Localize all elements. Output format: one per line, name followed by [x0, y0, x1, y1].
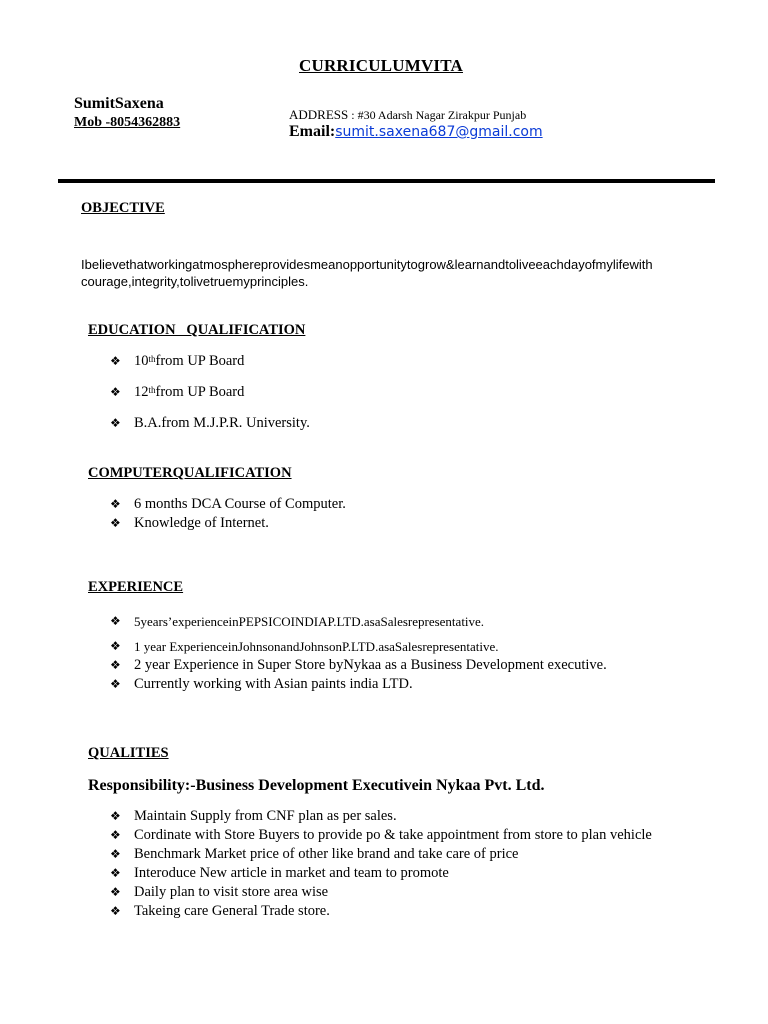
header-divider — [58, 179, 715, 183]
list-item: ❖ 10thfrom UP Board — [110, 353, 245, 369]
address-line — [289, 107, 526, 123]
diamond-bullet-icon: ❖ — [110, 885, 121, 899]
list-item: ❖ 5years’experienceinPEPSICOINDIAP.LTD.asaSalesrepresentative. — [110, 614, 485, 629]
list-item: ❖ 2 year Experience in Super Store byNykaa as a Business Development executive. — [110, 657, 607, 673]
diamond-bullet-icon: ❖ — [110, 614, 121, 628]
responsibility-list — [110, 807, 652, 921]
diamond-bullet-icon: ❖ — [110, 828, 121, 842]
qualities-heading: QUALITIES — [88, 745, 169, 761]
diamond-bullet-icon: ❖ — [110, 809, 121, 823]
diamond-bullet-icon: ❖ — [110, 639, 121, 653]
list-item: ❖ Cordinate with Store Buyers to provide po & take appointment from store to plan vehicle — [110, 827, 652, 843]
diamond-bullet-icon: ❖ — [110, 497, 121, 511]
email-label: Email: — [289, 123, 336, 140]
list-item: ❖ Currently working with Asian paints india LTD. — [110, 676, 413, 692]
diamond-bullet-icon: ❖ — [110, 416, 121, 430]
diamond-bullet-icon: ❖ — [110, 516, 121, 530]
candidate-name: SumitSaxena — [74, 95, 164, 112]
address-value: : #30 Adarsh Nagar Zirakpur Punjab — [348, 108, 527, 122]
diamond-bullet-icon: ❖ — [110, 847, 121, 861]
list-item: ❖ Daily plan to visit store area wise — [110, 884, 329, 900]
list-item: ❖ Maintain Supply from CNF plan as per sales. — [110, 808, 397, 824]
computer-list — [110, 495, 346, 533]
responsibility-title: Responsibility:-Business Development Executivein Nykaa Pvt. Ltd. — [88, 777, 545, 794]
objective-heading: OBJECTIVE — [81, 200, 165, 216]
diamond-bullet-icon: ❖ — [110, 354, 121, 368]
experience-heading: EXPERIENCE — [88, 579, 184, 595]
diamond-bullet-icon: ❖ — [110, 385, 121, 399]
list-item: ❖ Knowledge of Internet. — [110, 515, 269, 531]
diamond-bullet-icon: ❖ — [110, 866, 121, 880]
objective-line-1: Ibelievethatworkingatmosphereprovidesmeanopportunitytogrow&learnandtoliveeachdayofmylifewith — [81, 257, 653, 272]
diamond-bullet-icon: ❖ — [110, 904, 121, 918]
list-item: ❖ 1 year ExperienceinJohnsonandJohnsonP.LTD.asaSalesrepresentative. — [110, 639, 499, 654]
diamond-bullet-icon: ❖ — [110, 677, 121, 691]
experience-list — [110, 612, 607, 694]
objective-text — [81, 256, 731, 290]
email-line — [289, 123, 543, 141]
objective-line-2: courage,integrity,tolivetruemyprinciples. — [81, 274, 309, 289]
list-item: ❖ Takeing care General Trade store. — [110, 903, 330, 919]
list-item: ❖ Benchmark Market price of other like brand and take care of price — [110, 846, 519, 862]
email-link[interactable]: sumit.saxena687@gmail.com — [335, 124, 543, 140]
computer-heading: COMPUTERQUALIFICATION — [88, 465, 292, 481]
diamond-bullet-icon: ❖ — [110, 658, 121, 672]
list-item: ❖ Interoduce New article in market and team to promote — [110, 865, 449, 881]
mobile-number: Mob -8054362883 — [74, 115, 181, 130]
list-item: ❖ 6 months DCA Course of Computer. — [110, 496, 346, 512]
education-list — [110, 352, 310, 433]
address-label: ADDRESS — [289, 107, 349, 122]
education-heading: EDUCATION QUALIFICATION — [88, 322, 306, 338]
list-item: ❖ B.A.from M.J.P.R. University. — [110, 415, 310, 431]
document-title: CURRICULUMVITA — [299, 56, 463, 75]
list-item: ❖ 12thfrom UP Board — [110, 384, 245, 400]
